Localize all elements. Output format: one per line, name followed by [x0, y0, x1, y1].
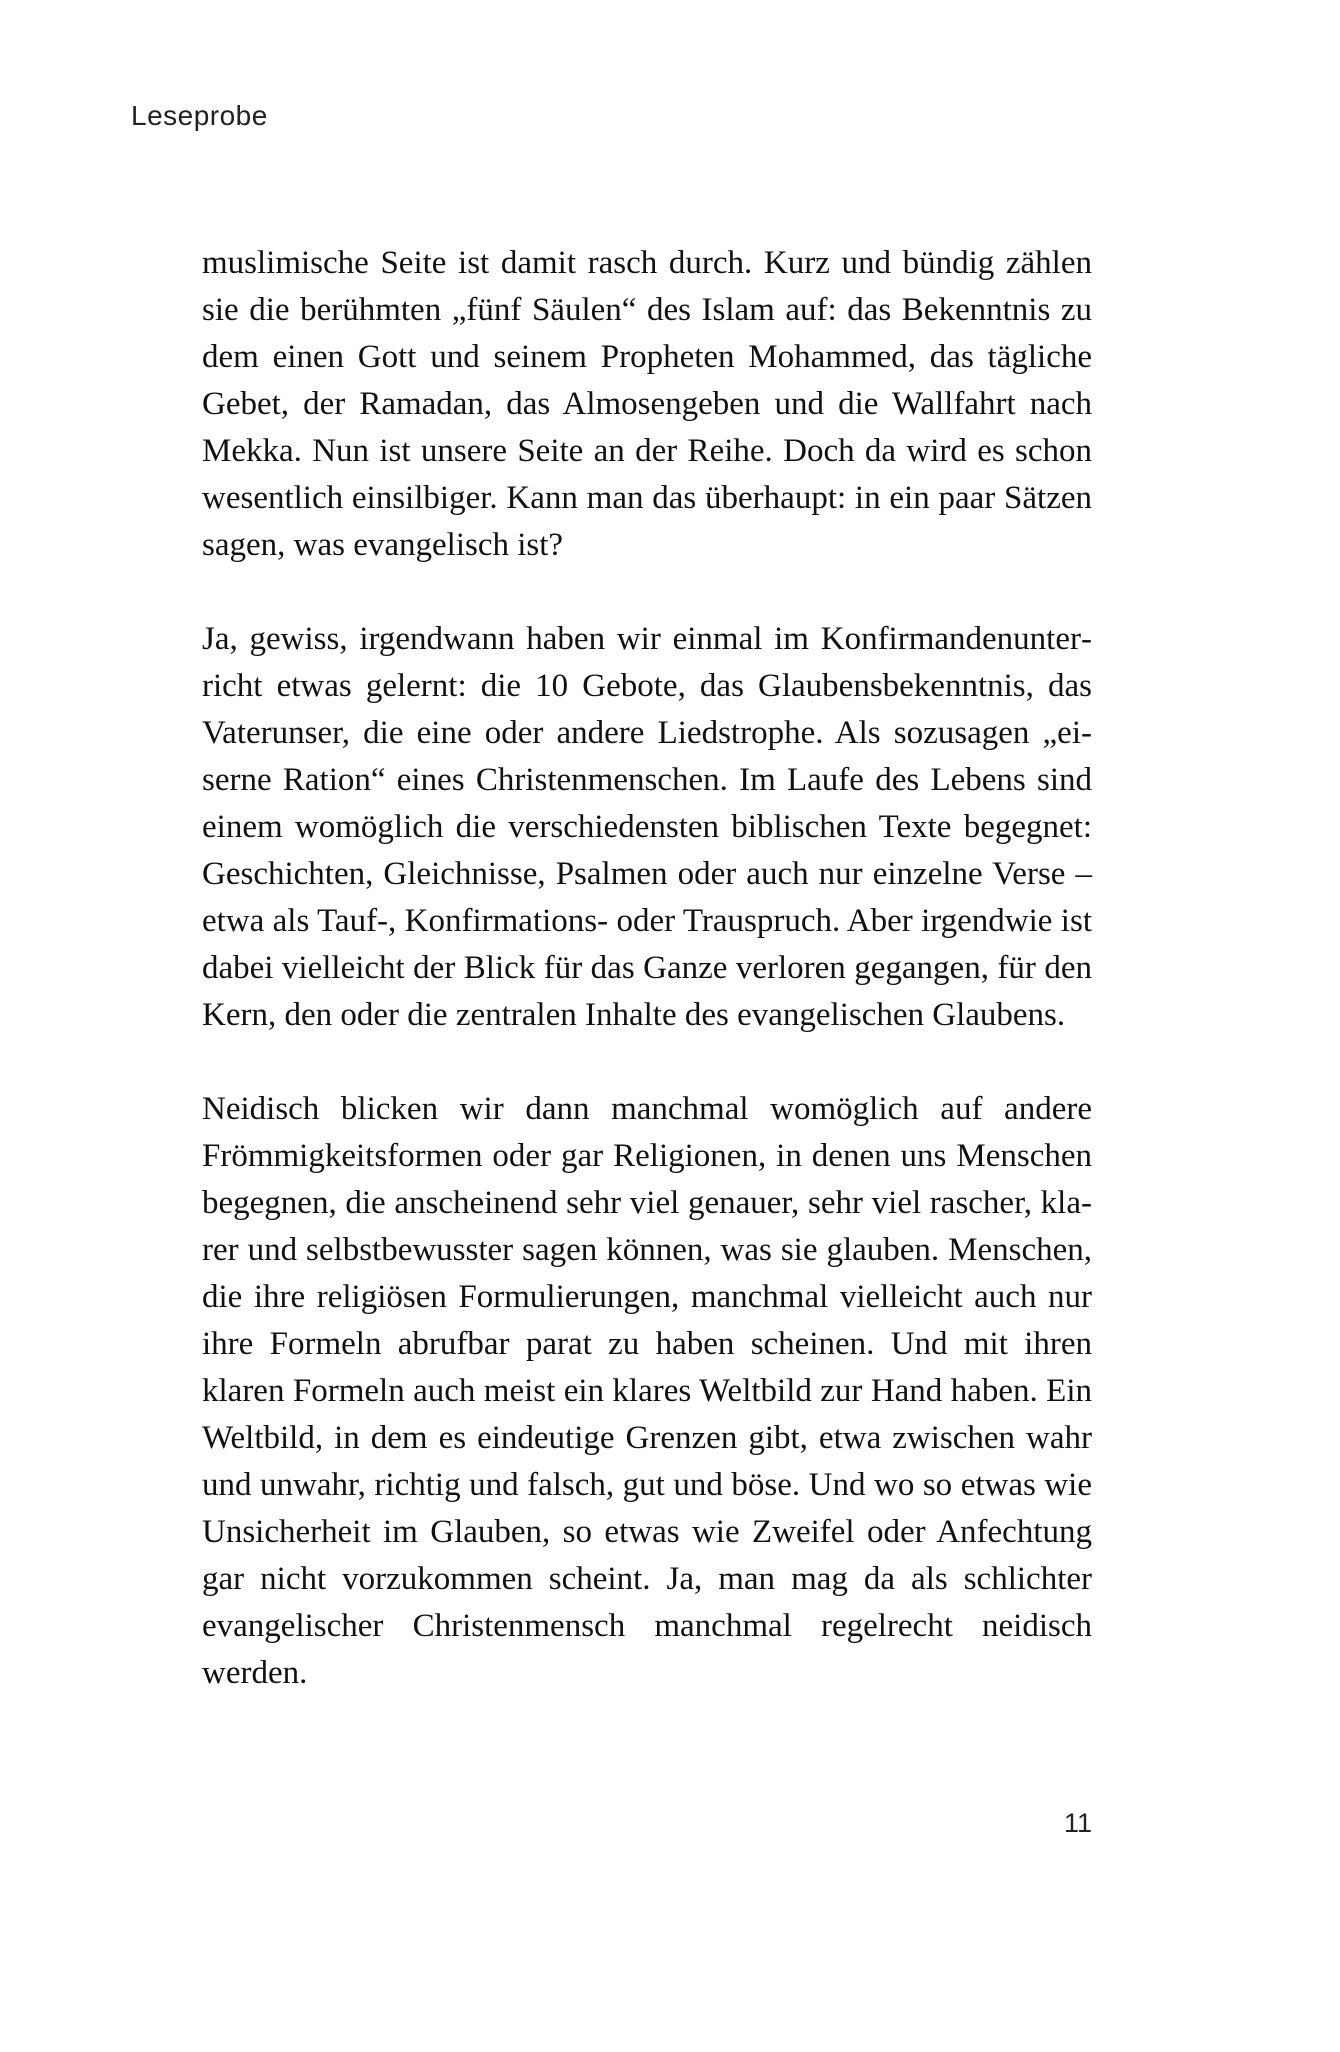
- running-header: Leseprobe: [131, 100, 268, 131]
- paragraph-3: Neidisch blicken wir dann manchmal womöglich auf andere Frömmigkeitsformen oder gar Religionen, in denen uns Menschen begegnen, die anscheinend sehr viel genauer, sehr viel rascher, klarer und selbstbewusster sagen können, was sie glauben. Menschen, die ihre religiösen Formulierungen, manchmal vielleicht auch nur ihre Formeln abrufbar parat zu haben scheinen. Und mit ihren klaren Formeln auch meist ein klares Weltbild zur Hand haben. Ein Weltbild, in dem es eindeutige Grenzen gibt, etwa zwischen wahr und unwahr, richtig und falsch, gut und böse. Und wo so etwas wie Unsicherheit im Glauben, so etwas wie Zweifel oder Anfechtung gar nicht vorzukommen scheint. Ja, man mag da als schlichter evangelischer Christenmensch manchmal regelrecht neidisch werden.: [202, 1091, 1092, 1691]
- body-text: [202, 240, 1092, 1697]
- page-number: 11: [1063, 1808, 1092, 1838]
- paragraph-1: muslimische Seite ist damit rasch durch. Kurz und bündig zählen sie die berühmten „fünf Säulen“ des Islam auf: das Bekenntnis zu dem einen Gott und seinem Propheten Mohammed, das tägliche Gebet, der Ramadan, das Almosengeben und die Wallfahrt nach Mekka. Nun ist unsere Seite an der Reihe. Doch da wird es schon wesentlich einsilbiger. Kann man das überhaupt: in ein paar Sätzen sagen, was evangelisch ist?: [202, 245, 1092, 563]
- paragraph-2: Ja, gewiss, irgendwann haben wir einmal im Konfirmandenunterricht etwas gelernt: die 10 Gebote, das Glaubensbekenntnis, das Vaterunser, die eine oder andere Liedstrophe. Als sozusagen „eiserne Ration“ eines Christenmenschen. Im Laufe des Lebens sind einem womöglich die verschiedensten biblischen Texte begegnet: Geschichten, Gleichnisse, Psalmen oder auch nur einzelne Verse – etwa als Tauf-, Konfirmations- oder Trauspruch. Aber irgendwie ist dabei vielleicht der Blick für das Ganze verloren gegangen, für den Kern, den oder die zentralen Inhalte des evangelischen Glaubens.: [202, 621, 1092, 1033]
